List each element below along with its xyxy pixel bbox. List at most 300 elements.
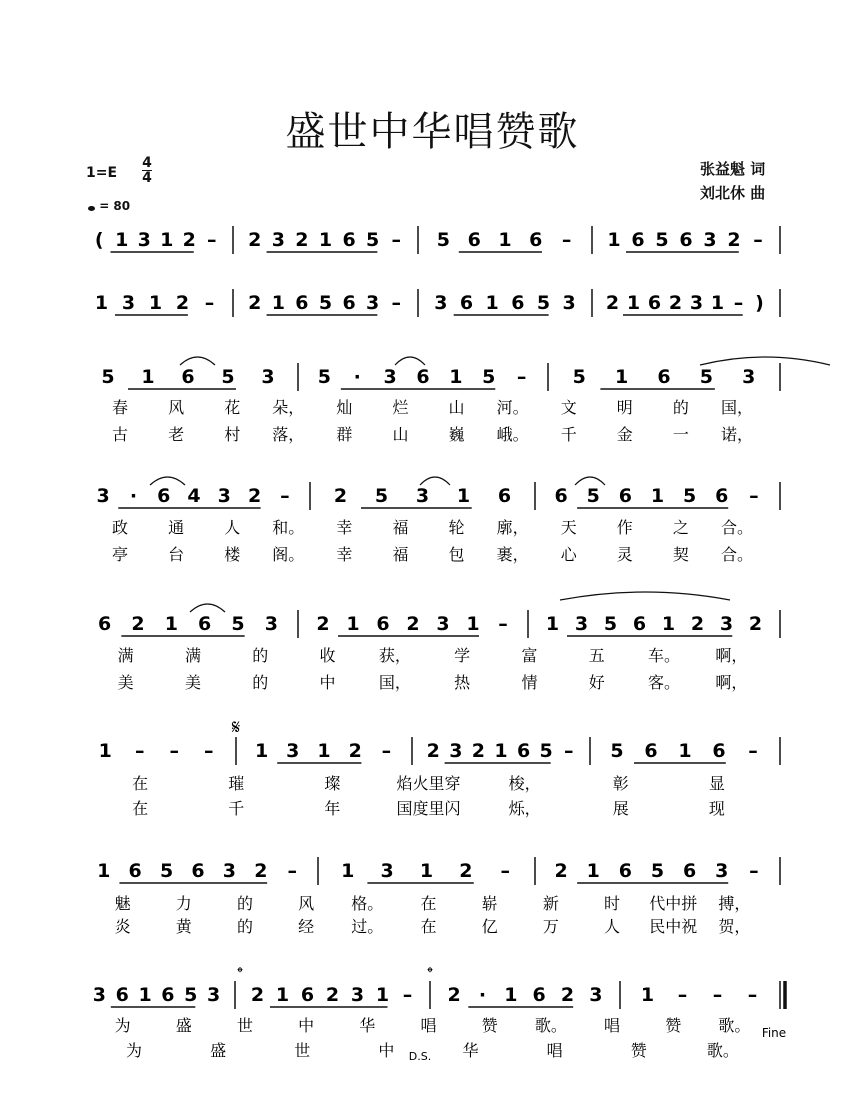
lyric-syllable: 古: [112, 425, 129, 444]
note: 6: [198, 613, 212, 635]
note: 4: [187, 485, 201, 507]
lyric-syllable: 山: [448, 398, 465, 417]
lyric-syllable: 璨: [324, 774, 341, 793]
lyric-syllable: 赞: [481, 1016, 498, 1035]
lyric-syllable: 万: [542, 917, 559, 936]
note: 1: [650, 485, 665, 507]
lyric-syllable: 灿: [336, 398, 353, 417]
dash-note: –: [169, 740, 179, 762]
lyric-syllable: 政: [112, 518, 129, 537]
note: 1: [626, 292, 641, 314]
dash-note: –: [498, 613, 508, 635]
lyric-syllable: 梭，: [508, 774, 541, 793]
lyric-syllable: 满: [117, 646, 134, 665]
note: 3: [217, 485, 231, 507]
lyric-syllable: 轮: [448, 518, 465, 537]
note: 3: [206, 984, 221, 1006]
note: 3: [121, 292, 136, 314]
note: 5: [650, 860, 665, 882]
note: 5: [221, 366, 235, 388]
lyric-syllable: 民中祝: [649, 917, 698, 936]
dash-note: –: [280, 485, 290, 507]
note: 6: [191, 860, 205, 882]
lyric-syllable: 魅: [114, 894, 131, 913]
lyric-syllable: 包: [448, 545, 465, 564]
note: 3: [366, 292, 380, 314]
lyric-syllable: 为: [126, 1041, 143, 1060]
lyric-syllable: 金: [616, 425, 633, 444]
lyric-syllable: 村: [224, 425, 241, 444]
note: 2: [426, 740, 440, 762]
note: 2: [325, 984, 340, 1006]
note: 2: [560, 984, 575, 1006]
note: 2: [250, 984, 265, 1006]
note: 6: [181, 366, 195, 388]
lyric-syllable: 的: [236, 917, 253, 936]
lyric-syllable: 学: [454, 646, 471, 665]
note: 3: [436, 613, 450, 635]
lyric-syllable: 春: [112, 398, 129, 417]
lyric-syllable: 和。: [272, 518, 305, 537]
note: 5: [101, 366, 115, 388]
lyric-syllable: 人: [224, 518, 241, 537]
note: 5: [482, 366, 496, 388]
note: 1: [375, 984, 390, 1006]
lyric-syllable: 啊，: [715, 673, 748, 692]
lyric-syllable: 美: [184, 673, 201, 692]
note: 1: [275, 984, 290, 1006]
slur-arc: [560, 592, 730, 600]
coda-mark: 𝄌: [427, 963, 433, 982]
note: 3: [92, 984, 107, 1006]
note: 5: [374, 485, 389, 507]
dash-note: –: [204, 292, 215, 314]
note: 3: [286, 740, 300, 762]
note: 1: [115, 229, 129, 251]
note: 3: [350, 984, 365, 1006]
note: 1: [498, 229, 512, 251]
ds-mark: D.S.: [408, 1050, 432, 1063]
lyric-syllable: 福: [392, 518, 409, 537]
lyric-syllable: 诺，: [720, 425, 753, 444]
dash-note: –: [677, 984, 688, 1006]
lyric-syllable: 合。: [720, 518, 753, 537]
lyric-syllable: 国，: [720, 398, 753, 417]
note: 1: [98, 740, 112, 762]
note: 5: [572, 366, 586, 388]
note: 5: [436, 229, 451, 251]
note: 5: [683, 485, 697, 507]
note: 6: [128, 860, 142, 882]
note: 3: [415, 485, 430, 507]
note: 6: [679, 229, 693, 251]
tempo-value: = 80: [99, 199, 131, 213]
note: 2: [727, 229, 741, 251]
lyric-syllable: 时: [604, 894, 621, 913]
lyric-syllable: 合。: [720, 545, 753, 564]
lyric-syllable: 烁，: [508, 799, 541, 818]
lyric-syllable: 天: [560, 518, 577, 537]
dash-note: –: [561, 229, 572, 251]
note: 6: [459, 292, 474, 314]
note: 5: [159, 860, 174, 882]
note: 5: [317, 366, 332, 388]
note: 6: [631, 229, 645, 251]
coda-mark: 𝄌: [237, 963, 243, 982]
lyric-syllable: 中: [319, 673, 336, 692]
note: 1: [456, 485, 471, 507]
lyric-syllable: 情: [521, 673, 538, 692]
note: 3: [742, 366, 756, 388]
note: 1: [341, 860, 355, 882]
dash-note: –: [749, 860, 759, 882]
lyric-syllable: 的: [672, 398, 689, 417]
bracket: (: [94, 229, 104, 251]
note: ·: [478, 984, 487, 1006]
dash-note: –: [712, 984, 723, 1006]
note: 1: [449, 366, 463, 388]
note: 1: [317, 740, 331, 762]
note: 2: [131, 613, 145, 635]
note: 3: [264, 613, 278, 635]
dash-note: –: [516, 366, 527, 388]
lyric-syllable: 歌。: [534, 1016, 567, 1035]
note: 1: [160, 229, 174, 251]
lyric-syllable: 华: [359, 1016, 376, 1035]
note: 2: [447, 984, 461, 1006]
lyric-syllable: 满: [184, 646, 201, 665]
note: ·: [353, 366, 361, 388]
dash-note: –: [748, 740, 758, 762]
note: 1: [254, 740, 269, 762]
note: 1: [466, 613, 480, 635]
lyric-syllable: 亿: [481, 917, 498, 936]
note: 3: [137, 229, 151, 251]
dash-note: –: [500, 860, 511, 882]
slur-arc: [150, 477, 185, 485]
lyric-syllable: 经: [298, 917, 315, 936]
lyric-syllable: 灵: [616, 545, 633, 564]
note: 3: [715, 860, 729, 882]
note: 1: [545, 613, 560, 635]
lyric-syllable: 烂: [392, 398, 409, 417]
note: 1: [607, 229, 621, 251]
note: 1: [586, 860, 600, 882]
note: 6: [647, 292, 662, 314]
note: 3: [589, 984, 603, 1006]
note: 5: [603, 613, 618, 635]
segno-mark: 𝄋: [231, 715, 241, 739]
lyric-syllable: 群: [336, 425, 353, 444]
lyric-syllable: 作: [616, 518, 633, 537]
note: 6: [376, 613, 390, 635]
lyric-syllable: 廓，: [496, 518, 529, 537]
slur-arc: [420, 477, 450, 485]
lyric-syllable: 楼: [224, 545, 241, 564]
note: 2: [406, 613, 420, 635]
note: 3: [271, 229, 285, 251]
note: 3: [261, 366, 275, 388]
note: 2: [254, 860, 268, 882]
note: 2: [182, 229, 196, 251]
lyric-syllable: 之: [672, 518, 689, 537]
note: 6: [715, 485, 729, 507]
note: 2: [668, 292, 683, 314]
slur-arc: [395, 357, 425, 365]
note: 1: [346, 613, 360, 635]
lyric-syllable: 热: [454, 673, 471, 692]
lyric-syllable: 展: [612, 799, 629, 818]
lyric-syllable: 中: [378, 1041, 395, 1060]
lyric-syllable: 焰火里穿: [396, 774, 461, 793]
time-top: 4: [142, 155, 152, 171]
key-label: 1=E: [86, 165, 118, 181]
note: 1: [164, 613, 178, 635]
dash-note: –: [207, 229, 217, 251]
lyric-syllable: 的: [252, 646, 269, 665]
note: 6: [618, 485, 632, 507]
lyric-syllable: 赞: [665, 1016, 682, 1035]
note: 3: [719, 613, 734, 635]
lyric-syllable: 显: [708, 774, 725, 793]
lyric-syllable: 盛: [175, 1016, 192, 1035]
note: 3: [689, 292, 704, 314]
note: 1: [661, 613, 676, 635]
note: ·: [129, 485, 138, 507]
note: 2: [554, 860, 568, 882]
lyric-syllable: 人: [604, 917, 621, 936]
page-title: 盛世中华唱赞歌: [285, 109, 580, 155]
dash-note: –: [287, 860, 298, 882]
lyric-syllable: 亭: [112, 545, 129, 564]
lyric-syllable: 世: [294, 1041, 311, 1060]
lyric-syllable: 唱: [546, 1041, 563, 1060]
note: 3: [449, 740, 463, 762]
dash-note: –: [733, 292, 744, 314]
note: 3: [703, 229, 717, 251]
dash-note: –: [135, 740, 145, 762]
lyric-syllable: 客。: [648, 673, 681, 692]
note: 6: [115, 984, 129, 1006]
note: 3: [562, 292, 576, 314]
note: 6: [683, 860, 697, 882]
note: 6: [497, 485, 512, 507]
lyric-syllable: 崭: [481, 894, 498, 913]
slur-arc: [700, 357, 830, 365]
lyric-syllable: 河。: [496, 398, 529, 417]
lyric-syllable: 明: [616, 398, 633, 417]
lyric-syllable: 盛: [210, 1041, 227, 1060]
lyric-syllable: 美: [117, 673, 134, 692]
note: 2: [459, 860, 473, 882]
note: 6: [511, 292, 525, 314]
note: 6: [516, 740, 531, 762]
lyric-syllable: 格。: [351, 894, 384, 913]
note: 1: [97, 860, 111, 882]
note: 1: [485, 292, 499, 314]
note: 6: [529, 229, 543, 251]
note: 1: [678, 740, 692, 762]
lyric-syllable: 现: [708, 799, 725, 818]
note: 2: [316, 613, 330, 635]
dash-note: –: [381, 740, 392, 762]
lyric-syllable: 富: [521, 646, 538, 665]
lyric-syllable: 裹，: [496, 545, 529, 564]
note: 3: [383, 366, 397, 388]
note: 5: [231, 613, 245, 635]
note: 6: [657, 366, 671, 388]
note: 2: [248, 229, 262, 251]
note: 2: [248, 292, 262, 314]
lyric-syllable: 力: [175, 894, 192, 913]
note: 3: [574, 613, 589, 635]
note: 5: [610, 740, 624, 762]
lyric-syllable: 唱: [604, 1016, 621, 1035]
lyric-syllable: 峨。: [496, 425, 529, 444]
note: 1: [94, 292, 109, 314]
lyric-syllable: 国，: [378, 673, 411, 692]
note: 6: [300, 984, 315, 1006]
lyric-syllable: 歌。: [718, 1016, 751, 1035]
dash-note: –: [753, 229, 763, 251]
lyric-syllable: 落，: [272, 425, 305, 444]
note: 3: [222, 860, 237, 882]
dash-note: –: [747, 984, 758, 1006]
note: 5: [655, 229, 669, 251]
note: 1: [318, 229, 333, 251]
lyric-syllable: 风: [168, 398, 185, 417]
note: 5: [366, 229, 380, 251]
lyric-syllable: 在: [132, 799, 149, 818]
lyric-syllable: 幸: [336, 518, 353, 537]
lyric-syllable: 阁。: [272, 545, 305, 564]
dash-note: –: [204, 740, 214, 762]
lyric-syllable: 贺，: [718, 917, 751, 936]
note: 2: [175, 292, 190, 314]
dash-note: –: [749, 485, 759, 507]
note: 3: [434, 292, 448, 314]
note: 6: [342, 292, 356, 314]
note: 2: [295, 229, 309, 251]
lyric-syllable: 心: [560, 545, 577, 564]
fine-mark: Fine: [761, 1026, 787, 1040]
note: 6: [712, 740, 726, 762]
note: 6: [157, 485, 171, 507]
lyric-syllable: 老: [168, 425, 185, 444]
note: 1: [148, 292, 163, 314]
lyric-syllable: 的: [236, 894, 253, 913]
note: 2: [333, 485, 348, 507]
note: 1: [494, 740, 508, 762]
note: 6: [467, 229, 481, 251]
lyric-syllable: 车。: [648, 646, 681, 665]
lyric-syllable: 文: [560, 398, 577, 417]
lyric-syllable: 在: [132, 774, 149, 793]
lyric-syllable: 中: [298, 1016, 315, 1035]
lyric-syllable: 台: [168, 545, 185, 564]
note: 5: [318, 292, 333, 314]
note: 2: [348, 740, 362, 762]
lyric-syllable: 幸: [336, 545, 353, 564]
note: 2: [605, 292, 620, 314]
note: 6: [532, 984, 546, 1006]
lyric-syllable: 朵，: [272, 398, 305, 417]
note: 1: [614, 366, 629, 388]
note: 5: [539, 740, 553, 762]
lyric-syllable: 搏，: [718, 894, 751, 913]
dash-note: –: [402, 984, 413, 1006]
lyric-syllable: 在: [420, 917, 437, 936]
note: 6: [644, 740, 658, 762]
lyric-syllable: 获，: [378, 646, 411, 665]
lyric-syllable: 炎: [114, 917, 131, 936]
note: 5: [184, 984, 198, 1006]
note: 5: [536, 292, 551, 314]
note: 2: [247, 485, 262, 507]
lyric-syllable: 新: [542, 894, 559, 913]
note: 6: [554, 485, 568, 507]
note: 6: [632, 613, 647, 635]
note: 1: [141, 366, 155, 388]
lyric-syllable: 在: [420, 894, 437, 913]
note: 5: [586, 485, 600, 507]
lyric-syllable: 好: [588, 673, 605, 692]
dash-note: –: [563, 740, 574, 762]
lyric-syllable: 五: [588, 646, 605, 665]
lyric-syllable: 唱: [420, 1016, 437, 1035]
lyric-syllable: 为: [114, 1016, 131, 1035]
composer-credit: 刘北休 曲: [700, 184, 766, 202]
lyric-syllable: 啊，: [715, 646, 748, 665]
lyric-syllable: 千: [560, 425, 577, 444]
lyric-syllable: 的: [252, 673, 269, 692]
lyric-syllable: 通: [168, 518, 185, 537]
note: 1: [271, 292, 285, 314]
note: 6: [161, 984, 175, 1006]
bracket: ): [755, 292, 764, 314]
note: 2: [748, 613, 763, 635]
lyric-syllable: 收: [319, 646, 336, 665]
lyric-syllable: 契: [672, 545, 689, 564]
slur-arc: [190, 604, 225, 612]
note: 1: [138, 984, 152, 1006]
note: 1: [504, 984, 518, 1006]
lyric-syllable: 代中拼: [649, 894, 698, 913]
lyric-syllable: 世: [236, 1016, 253, 1035]
lyric-syllable: 歌。: [706, 1041, 739, 1060]
note: 2: [471, 740, 486, 762]
dash-note: –: [391, 292, 401, 314]
note: 6: [618, 860, 632, 882]
note: 1: [710, 292, 725, 314]
slur-arc: [575, 477, 605, 485]
note: 6: [98, 613, 112, 635]
lyric-syllable: 千: [228, 799, 245, 818]
note: 1: [640, 984, 655, 1006]
time-bottom: 4: [142, 170, 152, 186]
lyric-syllable: 华: [462, 1041, 479, 1060]
note: 5: [699, 366, 714, 388]
note: 2: [690, 613, 705, 635]
note: 3: [380, 860, 394, 882]
lyric-syllable: 巍: [448, 425, 465, 444]
lyric-syllable: 年: [324, 799, 341, 818]
lyric-syllable: 花: [224, 398, 241, 417]
lyric-syllable: 国度里闪: [396, 799, 461, 818]
lyric-syllable: 过。: [351, 917, 384, 936]
lyric-syllable: 福: [392, 545, 409, 564]
lyric-syllable: 赞: [630, 1041, 647, 1060]
